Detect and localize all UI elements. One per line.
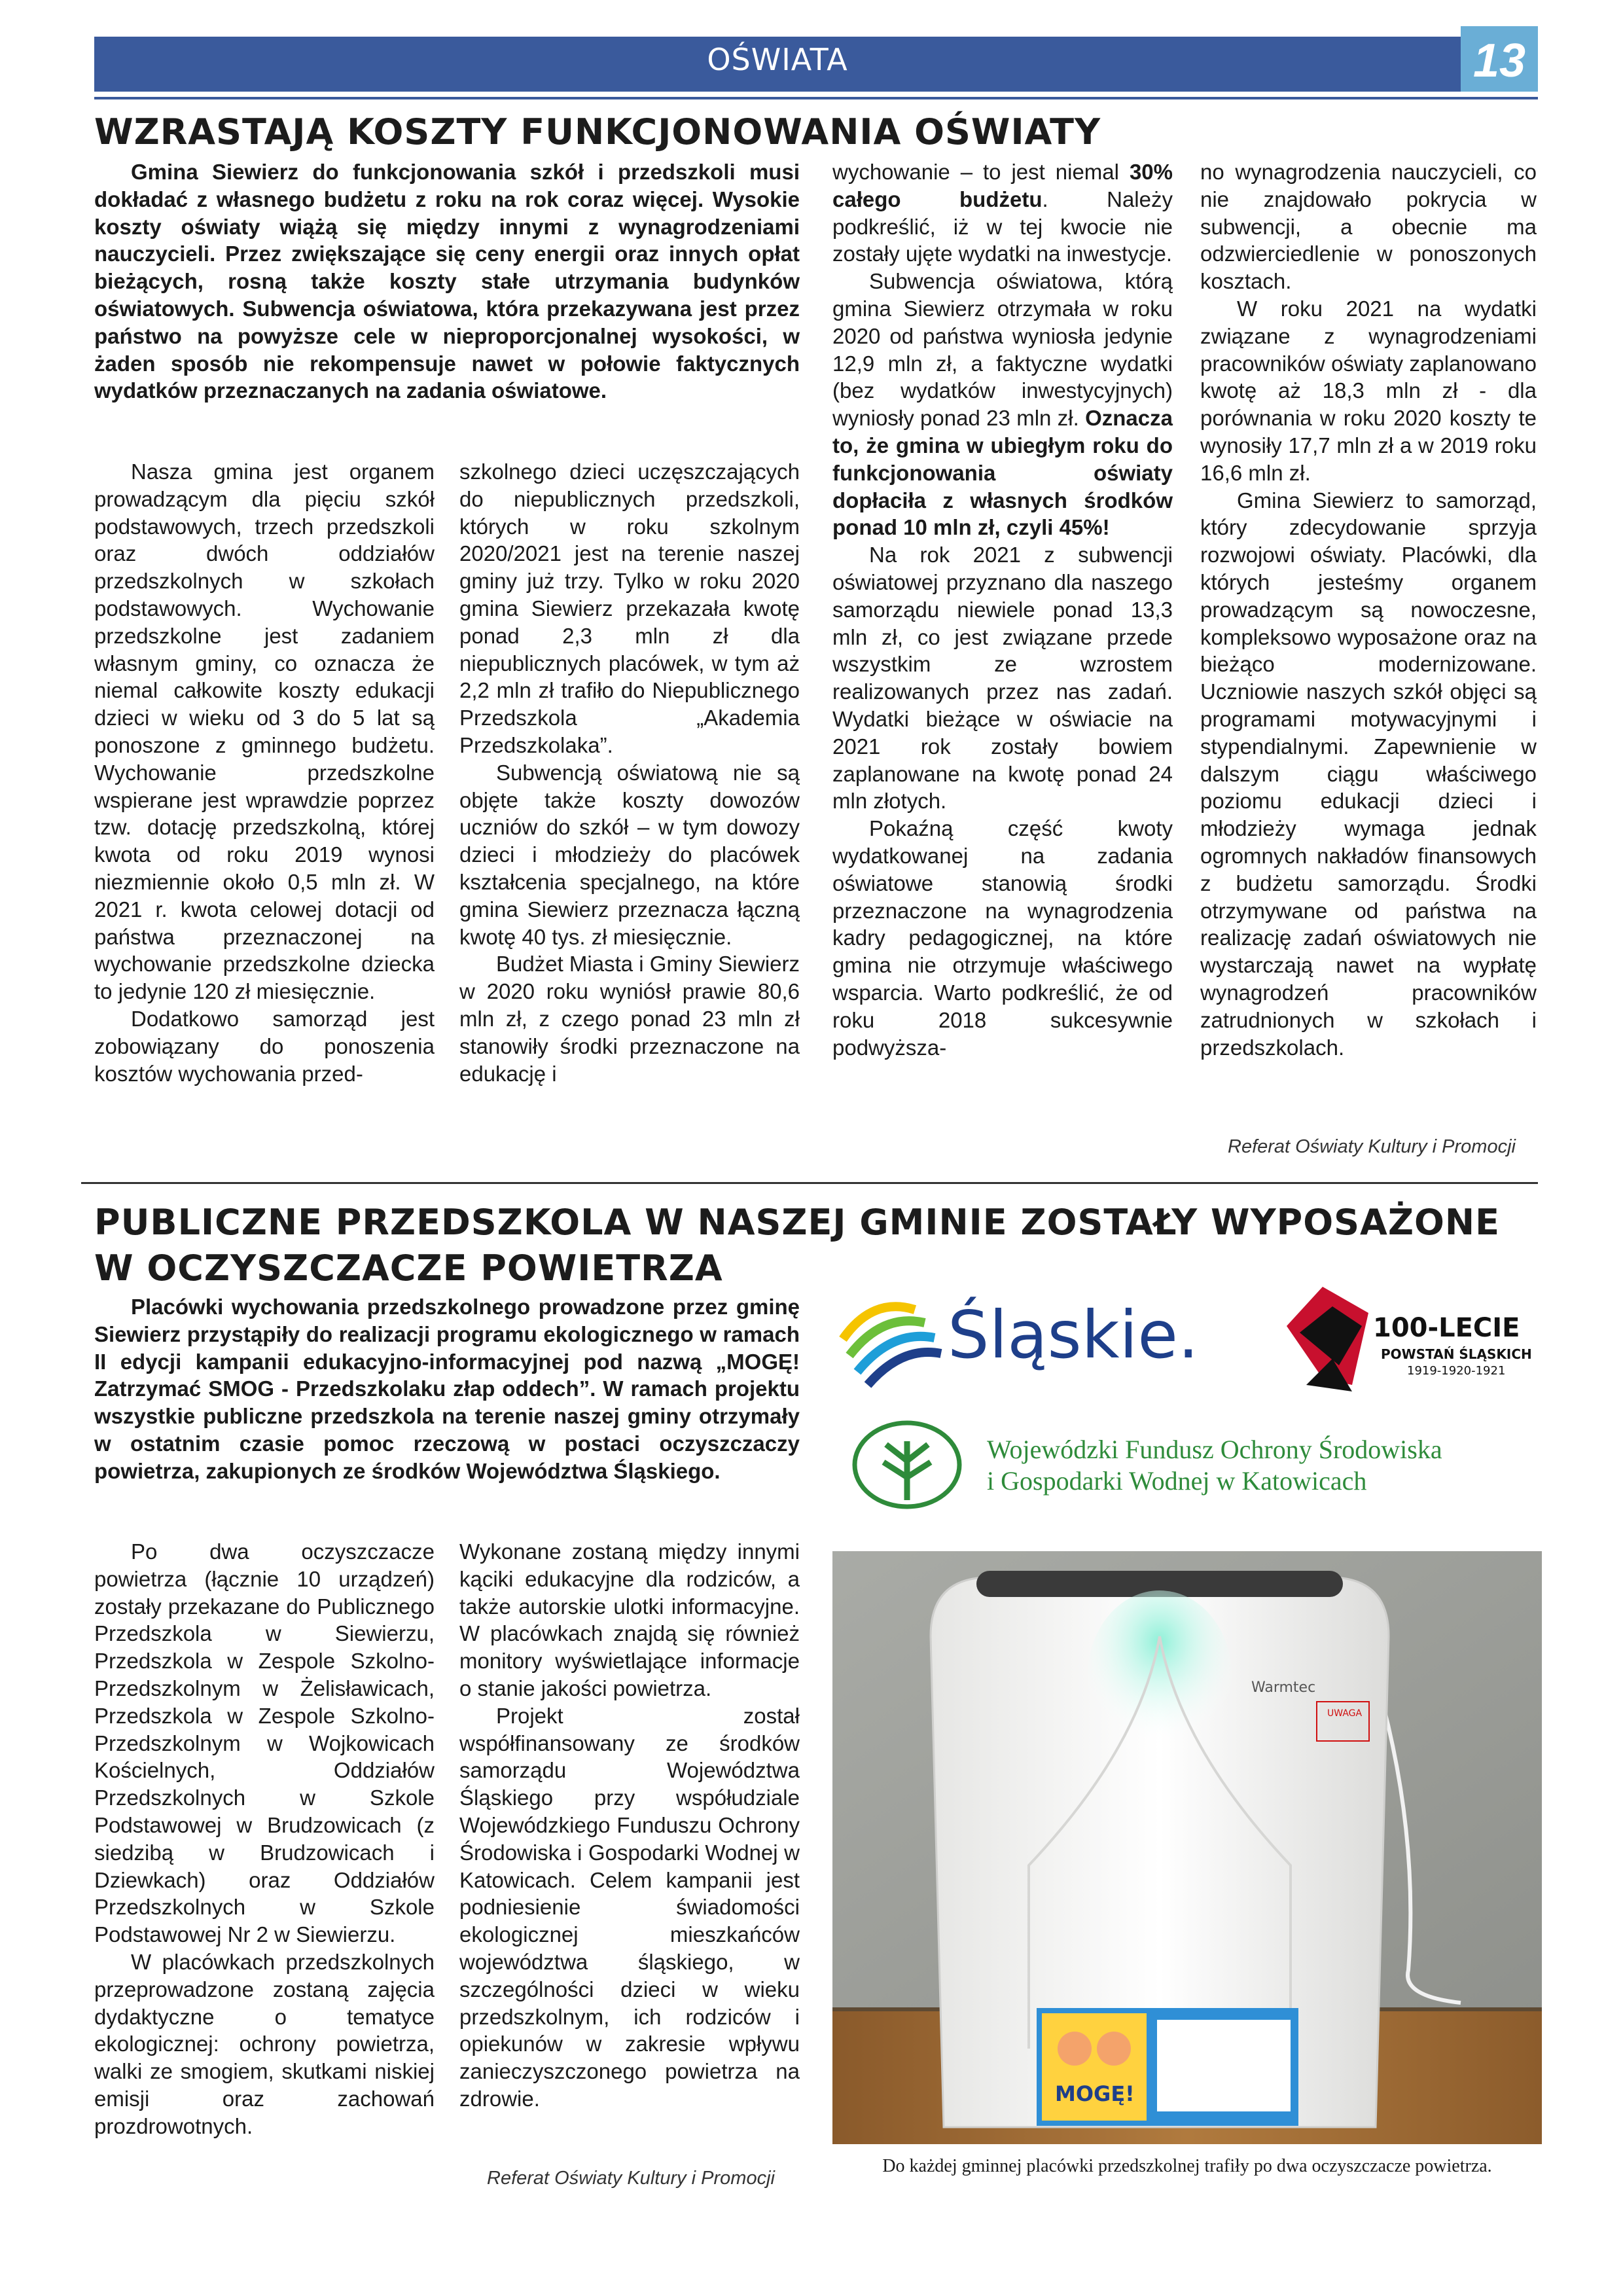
paragraph: W placówkach przedszkolnych przeprowadzone zostaną zajęcia dydaktyczne o tematyce ekologicznej: ochrony powietrza, walki ze smogiem, skutkami niskiej emisji oraz zachowań prozdrowotnych. bbox=[94, 1949, 435, 2138]
paragraph: no wynagrodzenia nauczycieli, co nie znajdowało pokrycia w subwencji, a obecnie ma odzwierciedlenie w ponoszonych kosztach. bbox=[1200, 160, 1537, 294]
paragraph: Po dwa oczyszczacze powietrza (łącznie 10 urządzeń) zostały przekazane do Publicznego Przedszkola w Siewierzu, Przedszkola w Zespole Szkolno-Przedszkolnym w Żelisławicach, Przedszkola w Zespole Szkolno-Przedszkolnym w Wojkowicach Kościelnych, Oddziałów Przedszkolnych w Szkole Podstawowej w Brudzowicach (z siedzibą w Brudzowicach i Dziewkach) oraz Oddziałów Przedszkolnych w Szkole Podstawowej Nr 2 w Siewierzu. bbox=[94, 1539, 435, 1947]
wfos-logo-icon bbox=[855, 1423, 959, 1507]
paragraph: Na rok 2021 z subwencji oświatowej przyznano dla naszego samorządu niewiele ponad 13,3 mln zł, co jest związane przede wszystkim ze wzrostem realizowanych przez nas zadań. Wydatki bieżące w oświacie na 2021 rok zostały bowiem zaplanowane na kwotę ponad 24 mln złotych. bbox=[832, 543, 1173, 814]
paragraph: Wykonane zostaną między innymi kąciki edukacyjne dla rodziców, a także autorskie ulotki informacyjne. W placówkach znajdą się również monitory wyświetlające informacje o stanie jakości powietrza. bbox=[459, 1539, 800, 1700]
paragraph: Budżet Miasta i Gminy Siewierz w 2020 roku wyniósł prawie 80,6 mln zł, z czego ponad 23 mln zł stanowiły środki przeznaczone na edukację i bbox=[459, 952, 800, 1086]
section-title: OŚWIATA bbox=[707, 42, 848, 77]
photo-caption: Do każdej gminnej placówki przedszkolnej trafiły po dwa oczyszczacze powietrza. bbox=[882, 2156, 1492, 2176]
photo-graphic bbox=[832, 1551, 1542, 2144]
paragraph: Projekt został współfinansowany ze środków samorządu Województwa Śląskiego przy współudziale Wojewódzkiego Funduszu Ochrony Środowiska i Gospodarki Wodnej w Katowicach. Celem kampanii jest podniesienie świadomości ekologicznej mieszkańców województwa śląskiego, w szczególności dzieci w wieku przedszkolnym, ich rodziców i opiekunów w zakresie wpływu zanieczyszczonego powietrza na zdrowie. bbox=[459, 1703, 800, 2111]
anniversary-subtitle: POWSTAŃ ŚLĄSKICH bbox=[1381, 1346, 1532, 1362]
text-run: Subwencja oświatowa, którą gmina Siewierz otrzymała w roku 2020 od państwa wyniosła jedynie 12,9 mln zł, a faktyczne wydatki (bez wydatków inwestycyjnych) wyniosły ponad 23 mln zł. bbox=[832, 269, 1173, 431]
article1-column-1 bbox=[94, 458, 435, 1087]
sponsor-logos bbox=[831, 1276, 1544, 1525]
text-run: . Należy podkreślić, iż w tej kwocie nie zostały ujęte wydatki na inwestycje. bbox=[832, 187, 1173, 266]
wfos-line-2: i Gospodarki Wodnej w Katowicach bbox=[987, 1466, 1367, 1496]
text-run: wychowanie – to jest niemal bbox=[832, 160, 1130, 184]
page-number-box bbox=[1461, 26, 1538, 92]
logos-graphic bbox=[831, 1276, 1544, 1525]
poster-title: MOGĘ! bbox=[1055, 2081, 1135, 2106]
air-purifier-photo bbox=[832, 1551, 1542, 2144]
paragraph: W roku 2021 na wydatki związane z wynagrodzeniami pracowników oświaty zaplanowano kwotę aż 18,3 mln zł - dla porównania w roku 2020 koszty te wynosiły 17,7 mln zł a w 2019 roku 16,6 mln zł. bbox=[1200, 296, 1537, 485]
anniversary-title: 100-LECIE bbox=[1373, 1313, 1520, 1343]
page-number: 13 bbox=[1472, 35, 1526, 87]
warning-label: UWAGA bbox=[1327, 1708, 1363, 1719]
paragraph: Nasza gmina jest organem prowadzącym dla pięciu szkół podstawowych, trzech przedszkoli oraz dwóch oddziałów przedszkolnych w szkołach podstawowych. Wychowanie przedszkolne jest zadaniem własnym gminy, co oznacza że niemal całkowite koszty edukacji dzieci w wieku od 3 do 5 lat są ponoszone z gminnego budżetu. Wychowanie przedszkolne wspierane jest wprawdzie poprzez tzw. dotację przedszkolną, której kwota od roku 2019 wynosi niezmiennie około 0,5 mln zł. W 2021 r. kwota celowej dotacji od państwa przeznaczonej na wychowanie przedszkolne dziecka to jedynie 120 zł miesięcznie. bbox=[94, 459, 435, 1004]
emphasis: Oznacza to, że gmina w ubiegłym roku do funkcjonowania oświaty dopłaciła z własnych środków ponad 10 mln zł, czyli 45%! bbox=[832, 406, 1173, 540]
paragraph: Dodatkowo samorząd jest zobowiązany do ponoszenia kosztów wychowania przed- bbox=[94, 1006, 435, 1086]
article1-column-4 bbox=[1200, 158, 1537, 1061]
wfos-line-1: Wojewódzki Fundusz Ochrony Środowiska bbox=[987, 1435, 1442, 1464]
paragraph bbox=[832, 268, 1173, 541]
anniversary-logo-icon bbox=[1287, 1287, 1368, 1391]
article2-lead: Placówki wychowania przedszkolnego prowadzone przez gminę Siewierz przystąpiły do realizacji programu ekologicznego w ramach II edycji kampanii edukacyjno-informacyjnej pod nazwą „MOGĘ! Zatrzymać SMOG - Przedszkolaku złap oddech”. W ramach projektu wszystkie publiczne przedszkola na terenie naszej gminy otrzymały w ostatnim czasie pomoc rzeczową w postaci oczyszczaczy powietrza, zakupionych ze środków Województwa Śląskiego. bbox=[94, 1295, 800, 1483]
header-rule bbox=[94, 97, 1538, 99]
article2-column-1 bbox=[94, 1538, 435, 2140]
paragraph: Gmina Siewierz to samorząd, który zdecydowanie sprzyja rozwojowi oświaty. Placówki, dla których jesteśmy organem prowadzącym są nowoczesne, kompleksowo wyposażone oraz na bieżąco modernizowane. Uczniowie naszych szkół objęci są programami motywacyjnymi i stypendialnymi. Zapewnienie w dalszym ciągu właściwego poziomu edukacji dzieci i młodzieży wymaga jednak ogromnych nakładów finansowych z budżetu samorządu. Środki otrzymywane od państwa na realizację zadań oświatowych nie wystarczają nawet na wypłatę wynagrodzeń pracowników zatrudnionych w szkołach i przedszkolach. bbox=[1200, 488, 1537, 1060]
paragraph: Pokaźną część kwoty wydatkowanej na zadania oświatowe stanowią środki przeznaczone na wynagrodzenia kadry pedagogicznej, na które gmina nie otrzymuje właściwego wsparcia. Warto podkreślić, że od roku 2018 sukcesywnie podwyższa- bbox=[832, 816, 1173, 1060]
slaskie-logo-icon bbox=[843, 1306, 941, 1385]
paragraph: szkolnego dzieci uczęszczających do niepublicznych przedszkoli, których w roku szkolnym 2020/2021 jest na terenie naszej gminy już trzy. Tylko w roku 2020 gmina Siewierz przekazała kwotę ponad 2,3 mln zł dla niepublicznych placówek, w tym aż 2,2 mln zł trafiło do Niepublicznego Przedszkola „Akademia Przedszkolaka”. bbox=[459, 459, 800, 757]
purifier-brand: Warmtec bbox=[1251, 1679, 1316, 1696]
article1-title: WZRASTAJĄ KOSZTY FUNKCJONOWANIA OŚWIATY bbox=[94, 111, 1101, 152]
slaskie-wordmark: Śląskie. bbox=[948, 1297, 1199, 1373]
paragraph bbox=[832, 158, 1173, 268]
anniversary-years: 1919-1920-1921 bbox=[1407, 1364, 1506, 1378]
article2-title-line-1: PUBLICZNE PRZEDSZKOLA W NASZEJ GMINIE ZOSTAŁY WYPOSAŻONE bbox=[94, 1202, 1500, 1243]
article-divider bbox=[81, 1182, 1538, 1184]
article1-column-3 bbox=[832, 158, 1173, 1061]
section-header-bar bbox=[94, 37, 1461, 92]
emphasis: 30% całego budżetu bbox=[832, 160, 1173, 211]
article2-column-2 bbox=[459, 1538, 800, 2113]
article1-signature: Referat Oświaty Kultury i Promocji bbox=[1228, 1136, 1516, 1157]
article2-title-line-2: W OCZYSZCZACZE POWIETRZA bbox=[94, 1247, 723, 1289]
article1-column-2 bbox=[459, 458, 800, 1087]
paragraph: Subwencją oświatową nie są objęte także koszty dowozów uczniów do szkół – w tym dowozy dzieci i młodzieży do placówek kształcenia specjalnego, na które gmina Siewierz przeznacza łączną kwotę 40 tys. zł miesięcznie. bbox=[459, 760, 800, 949]
article2-signature: Referat Oświaty Kultury i Promocji bbox=[487, 2168, 775, 2189]
article1-lead: Gmina Siewierz do funkcjonowania szkół i przedszkoli musi dokładać z własnego budżetu z roku na rok coraz więcej. Wysokie koszty oświaty wiążą się między innymi z wynagrodzeniami nauczycieli. Przez zwiększające się ceny energii oraz innych opłat bieżących, rosną także koszty stałe utrzymania budynków oświatowych. Subwencja oświatowa, która przekazywana jest przez państwo na powyższe cele w nieproporcjonalnej wysokości, w żaden sposób nie rekompensuje nawet w połowie faktycznych wydatków przeznaczanych na zadania oświatowe. bbox=[94, 160, 800, 403]
